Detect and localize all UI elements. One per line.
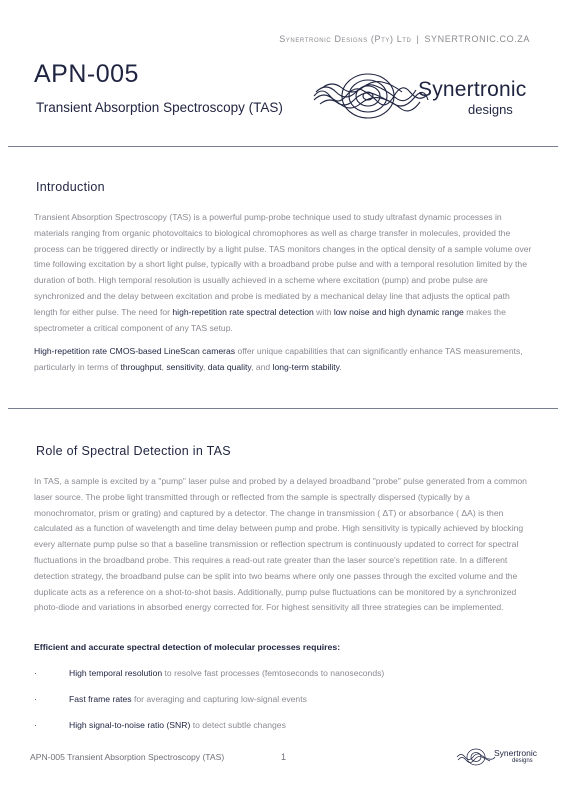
footer-doc-label: APN-005 Transient Absorption Spectroscopy (TAS)	[30, 752, 225, 762]
intro-highlight-data-quality: data quality	[207, 361, 252, 372]
wave-swirl-logo-icon	[456, 744, 496, 770]
footer-logo-sub: designs	[512, 758, 533, 764]
role-paragraph: In TAS, a sample is excited by a "pump" laser pulse and probed by a delayed broadband "probe" pulse generated from a common laser source. The probe light transmitted through or reflected from the sample is spectrally dispersed (typically by a monochromator, prism or grating) and captured by a detector. The change in transmission ( ΔT) or absorbance ( ΔA) is then calculated as a function of wavelength and time delay between pump and probe. High sensitivity is typically achieved by blocking every alternate pump pulse so that a baseline transmission or reflection spectrum is continuously updated to correct for spectral fluctuations in the broadband probe. This requires a read-out rate greater than the laser source's repetition rate. In a different detection strategy, the broadband pulse can be split into two beams where only one passes through the excited volume and the duplicate acts as a reference on a shot-to-shot basis. Additionally, pump pulse fluctuations can be monitored by a synchronized photo-diode and variations in absorbed energy corrected for. For highest sensitivity all three strategies can be implemented.	[34, 476, 527, 613]
company-website[interactable]: SYNERTRONIC.CO.ZA	[424, 34, 530, 44]
footer-logo-word: Synertronic	[494, 748, 537, 758]
footer-logo	[456, 744, 540, 770]
intro-text: ,	[202, 361, 208, 372]
logo-wordmark: Synertronic	[418, 78, 527, 101]
intro-highlight-detection: high-repetition rate spectral detection	[172, 306, 314, 317]
requirements-heading: Efficient and accurate spectral detection of molecular processes requires:	[34, 642, 341, 652]
document-code: APN-005	[34, 60, 139, 88]
bullet-rest: to detect subtle changes	[190, 720, 286, 730]
bullet-rest: for averaging and capturing low-signal events	[131, 694, 307, 704]
bullet-text	[69, 668, 384, 678]
logo-subtext: designs	[468, 102, 513, 117]
bullet-icon: ·	[34, 720, 37, 730]
intro-text: ,	[161, 361, 167, 372]
bullet-strong: High signal-to-noise ratio (SNR)	[69, 720, 191, 730]
section-divider	[8, 408, 558, 409]
intro-paragraph-2	[34, 344, 534, 376]
intro-text: Transient Absorption Spectroscopy (TAS) is a powerful pump-probe technique used to study ultrafast dynamic processes in materials ranging from organic photovoltaics to biological chromophores as well as charge transfer in molecules, provided the process can be triggered directly or indirectly by a light pulse. TAS monitors changes in the optical density of a sample volume over time following excitation by a short light pulse, typically with a broadband probe pulse and with a temporal resolution limited by the duration of both. High temporal resolution is usually achieved in a scheme where excitation (pump) and probe pulse are synchronized and the delay between excitation and probe is mediated by a mechanical delay line that adjusts the optical path length for either pulse. The need for	[34, 212, 532, 317]
header-divider	[8, 146, 558, 147]
intro-heading: Introduction	[36, 180, 105, 194]
page-number: 1	[281, 752, 287, 762]
intro-highlight-sensitivity: sensitivity	[166, 361, 203, 372]
intro-highlight-stability: long-term stability	[272, 361, 340, 372]
company-line	[279, 34, 530, 44]
bullet-text	[69, 720, 286, 730]
company-name: Synertronic Designs (Pty) Ltd	[279, 34, 412, 44]
bullet-text	[69, 694, 307, 704]
bullet-strong: Fast frame rates	[69, 694, 132, 704]
header-separator: |	[416, 34, 420, 44]
bullet-icon: ·	[34, 668, 37, 678]
intro-text: , and	[251, 361, 273, 372]
bullet-rest: to resolve fast processes (femtoseconds to nanoseconds)	[162, 668, 385, 678]
intro-highlight-throughput: throughput	[120, 361, 162, 372]
intro-text: with	[313, 306, 334, 317]
intro-highlight-cameras: High-repetition rate CMOS-based LineScan cameras	[34, 346, 236, 356]
wave-swirl-logo-icon	[312, 60, 430, 132]
intro-text: makes the spectrometer a critical component of any TAS setup.	[34, 306, 506, 333]
intro-highlight-noise: low noise and high dynamic range	[333, 306, 464, 317]
bullet-strong: High temporal resolution	[69, 668, 163, 678]
bullet-icon: ·	[34, 694, 37, 704]
intro-paragraph-1	[34, 210, 534, 336]
role-heading: Role of Spectral Detection in TAS	[36, 444, 231, 458]
company-logo	[312, 60, 536, 132]
intro-text: .	[339, 361, 342, 372]
intro-text: offer unique capabilities that can significantly enhance TAS measurements, particularly in terms of	[34, 346, 523, 372]
document-title: Transient Absorption Spectroscopy (TAS)	[36, 100, 283, 115]
